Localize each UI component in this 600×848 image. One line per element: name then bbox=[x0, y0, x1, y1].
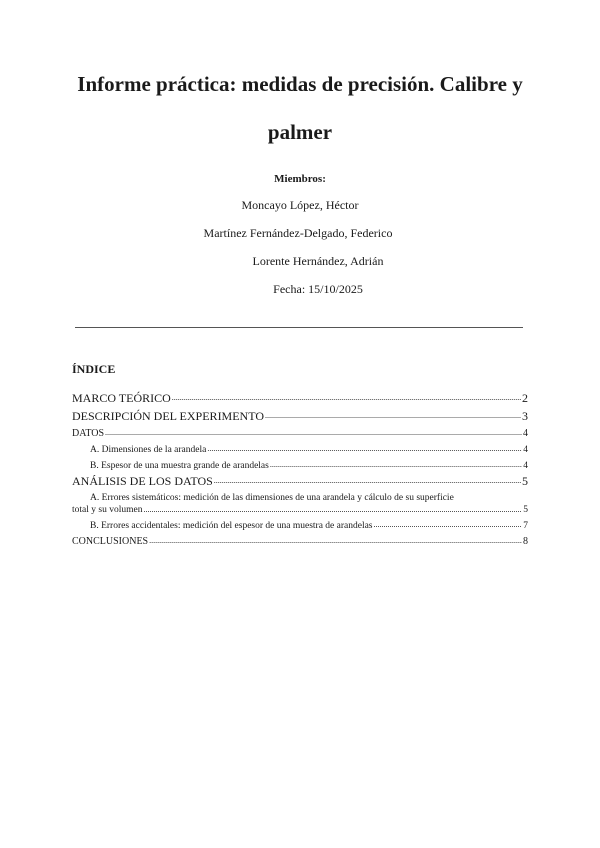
toc-leader-dots bbox=[172, 394, 521, 404]
toc-page-number: 4 bbox=[523, 460, 528, 471]
toc-page-number: 4 bbox=[523, 444, 528, 455]
toc-page-number: 8 bbox=[523, 536, 528, 547]
toc-page-number: 5 bbox=[523, 505, 528, 515]
toc-page-number: 5 bbox=[522, 474, 528, 488]
member-name: Lorente Hernández, Adrián bbox=[252, 254, 384, 268]
toc-leader-dots bbox=[214, 477, 521, 487]
toc-leader-dots bbox=[270, 461, 522, 471]
toc-entry-conclusiones[interactable] bbox=[72, 537, 528, 547]
document-title-line-1: Informe práctica: medidas de precisión. Calibre y bbox=[77, 72, 523, 96]
toc-heading: ÍNDICE bbox=[72, 362, 116, 376]
toc-page-number: 3 bbox=[522, 409, 528, 423]
member-name: Martínez Fernández-Delgado, Federico bbox=[203, 226, 393, 240]
toc-leader-dots bbox=[207, 445, 522, 455]
toc-entry-label: A. Dimensiones de la arandela bbox=[90, 444, 207, 455]
toc-entry-label: DATOS bbox=[72, 428, 105, 439]
toc-entry-label: DESCRIPCIÓN DEL EXPERIMENTO bbox=[72, 409, 265, 423]
date-line: Fecha: 15/10/2025 bbox=[273, 282, 363, 296]
toc-entry-analisis[interactable] bbox=[72, 475, 528, 487]
toc-entry-label: MARCO TEÓRICO bbox=[72, 391, 171, 405]
toc-entry-espesor[interactable] bbox=[90, 461, 528, 471]
toc-entry-label: A. Errores sistemáticos: medición de las dimensiones de una arandela y cálculo de su superficie bbox=[90, 493, 454, 503]
document-title-line-2: palmer bbox=[267, 120, 333, 144]
toc-leader-dots bbox=[105, 429, 522, 439]
toc-entry-marco-teorico[interactable] bbox=[72, 392, 528, 404]
toc-leader-dots bbox=[265, 412, 521, 422]
toc-entry-label: B. Errores accidentales: medición del espesor de una muestra de arandelas bbox=[90, 520, 373, 531]
toc-entry-descripcion[interactable] bbox=[72, 410, 528, 422]
horizontal-divider bbox=[75, 327, 523, 328]
members-label: Miembros: bbox=[274, 173, 326, 185]
toc-entry-label: ANÁLISIS DE LOS DATOS bbox=[72, 474, 213, 488]
toc-entry-errores-sistematicos[interactable] bbox=[72, 492, 528, 516]
toc-entry-label-continued: total y su volumen bbox=[72, 505, 143, 515]
member-name: Moncayo López, Héctor bbox=[241, 198, 359, 212]
toc-leader-dots bbox=[149, 537, 522, 547]
toc-entry-errores-accidentales[interactable] bbox=[90, 521, 528, 531]
toc-entry-label: CONCLUSIONES bbox=[72, 536, 149, 547]
toc-entry-continuation bbox=[72, 504, 528, 516]
toc-entry-label: B. Espesor de una muestra grande de arandelas bbox=[90, 460, 269, 471]
toc-leader-dots bbox=[143, 506, 522, 516]
toc-page-number: 4 bbox=[523, 428, 528, 439]
toc-entry-datos[interactable] bbox=[72, 429, 528, 439]
toc-leader-dots bbox=[374, 521, 523, 531]
toc-page-number: 7 bbox=[523, 520, 528, 531]
toc-entry-dimensiones[interactable] bbox=[90, 445, 528, 455]
toc-page-number: 2 bbox=[522, 391, 528, 405]
